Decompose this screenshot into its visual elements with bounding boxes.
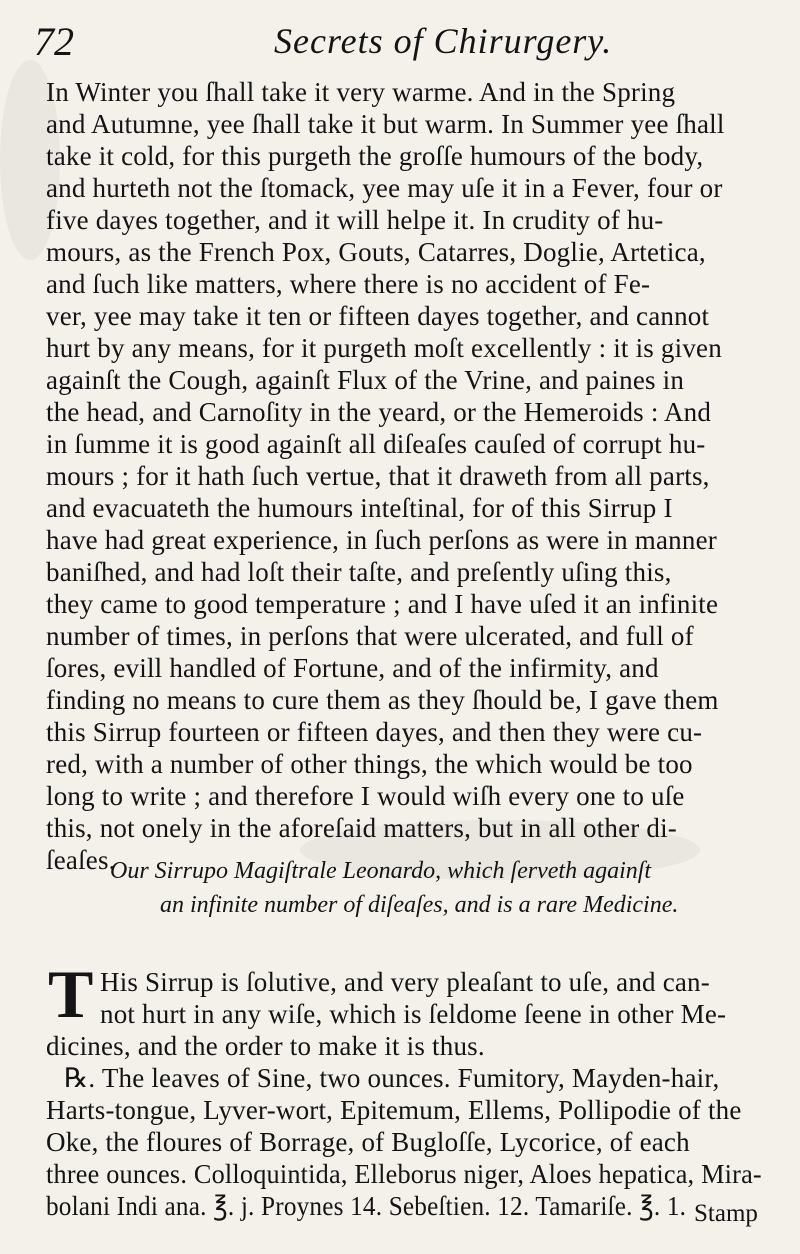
section-title: Our Sirrupo Magiſtrale Leonardo, which ſerveth againſt (110, 858, 652, 884)
body-line: red, with a number of other things, the which would be too (46, 749, 693, 779)
body-line: have had great experience, in ſuch perſons as were in manner (46, 525, 717, 555)
body-line: finding no means to cure them as they ſhould be, I gave them (46, 685, 719, 715)
body-line: this Sirrup fourteen or fifteen dayes, and then they were cu- (46, 717, 703, 747)
body-line: againſt the Cough, againſt Flux of the Vrine, and paines in (46, 365, 685, 395)
body-line: take it cold, for this purgeth the groſſe humours of the body, (46, 141, 704, 171)
body-line: in ſumme it is good againſt all diſeaſes cauſed of corrupt hu- (46, 429, 706, 459)
body-line: five dayes together, and it will helpe it. In crudity of hu- (46, 205, 664, 235)
page-number: 72 (34, 19, 74, 64)
recipe-line: three ounces. Colloquintida, Elleborus niger, Aloes hepatica, Mira- (46, 1159, 762, 1189)
body-line: and Autumne, yee ſhall take it but warm. In Summer yee ſhall (46, 109, 725, 139)
body-line: ſeaſes. (46, 845, 116, 875)
body-line: ver, yee may take it ten or fifteen dayes together, and cannot (46, 301, 710, 331)
body-line: and hurteth not the ſtomack, yee may uſe it in a Fever, four or (46, 173, 723, 203)
body-line: number of times, in perſons that were ulcerated, and full of (46, 621, 694, 651)
body-line: mours, as the French Pox, Gouts, Catarres, Doglie, Artetica, (46, 237, 706, 267)
page-header (34, 14, 764, 74)
body-line: the head, and Carnoſity in the yeard, or the Hemeroids : And (46, 397, 712, 427)
body-line: His Sirrup is ſolutive, and very pleaſant to uſe, and can- (100, 967, 710, 997)
recipe-line: bolani Indi ana. ℥. j. Proynes 14. Sebeſtien. 12. Tamariſe. ℥. 1. (46, 1191, 687, 1221)
recipe-line: Harts-tongue, Lyver-wort, Epitemum, Ellems, Pollipodie of the (46, 1095, 742, 1125)
drop-cap: T (48, 956, 94, 1032)
body-line: not hurt in any wiſe, which is ſeldome ſeene in other Me- (100, 999, 727, 1029)
body-line: this, not onely in the aforeſaid matters, but in all other di- (46, 813, 678, 843)
body-line: In Winter you ſhall take it very warme. And in the Spring (46, 77, 676, 107)
body-line: and evacuateth the humours inteſtinal, for of this Sirrup I (46, 493, 673, 523)
section-title: an infinite number of diſeaſes, and is a rare Medicine. (160, 892, 679, 918)
body-line: they came to good temperature ; and I have uſed it an infinite (46, 589, 719, 619)
catchword: Stamp (694, 1200, 758, 1227)
body-line: hurt by any means, for it purgeth moſt excellently : it is given (46, 333, 722, 363)
running-title: Secrets of Chirurgery. (274, 21, 613, 61)
body-line: mours ; for it hath ſuch vertue, that it draweth from all parts, (46, 461, 710, 491)
body-line: and ſuch like matters, where there is no accident of Fe- (46, 269, 651, 299)
body-line: ſores, evill handled of Fortune, and of the infirmity, and (46, 653, 659, 683)
body-line: dicines, and the order to make it is thus. (46, 1031, 485, 1061)
body-line: baniſhed, and had loſt their taſte, and preſently uſing this, (46, 557, 672, 587)
recipe-line: ℞. The leaves of Sine, two ounces. Fumitory, Mayden-hair, (64, 1063, 720, 1093)
recipe-line: Oke, the floures of Borrage, of Bugloſſe, Lycorice, of each (46, 1127, 690, 1157)
body-line: long to write ; and therefore I would wiſh every one to uſe (46, 781, 685, 811)
